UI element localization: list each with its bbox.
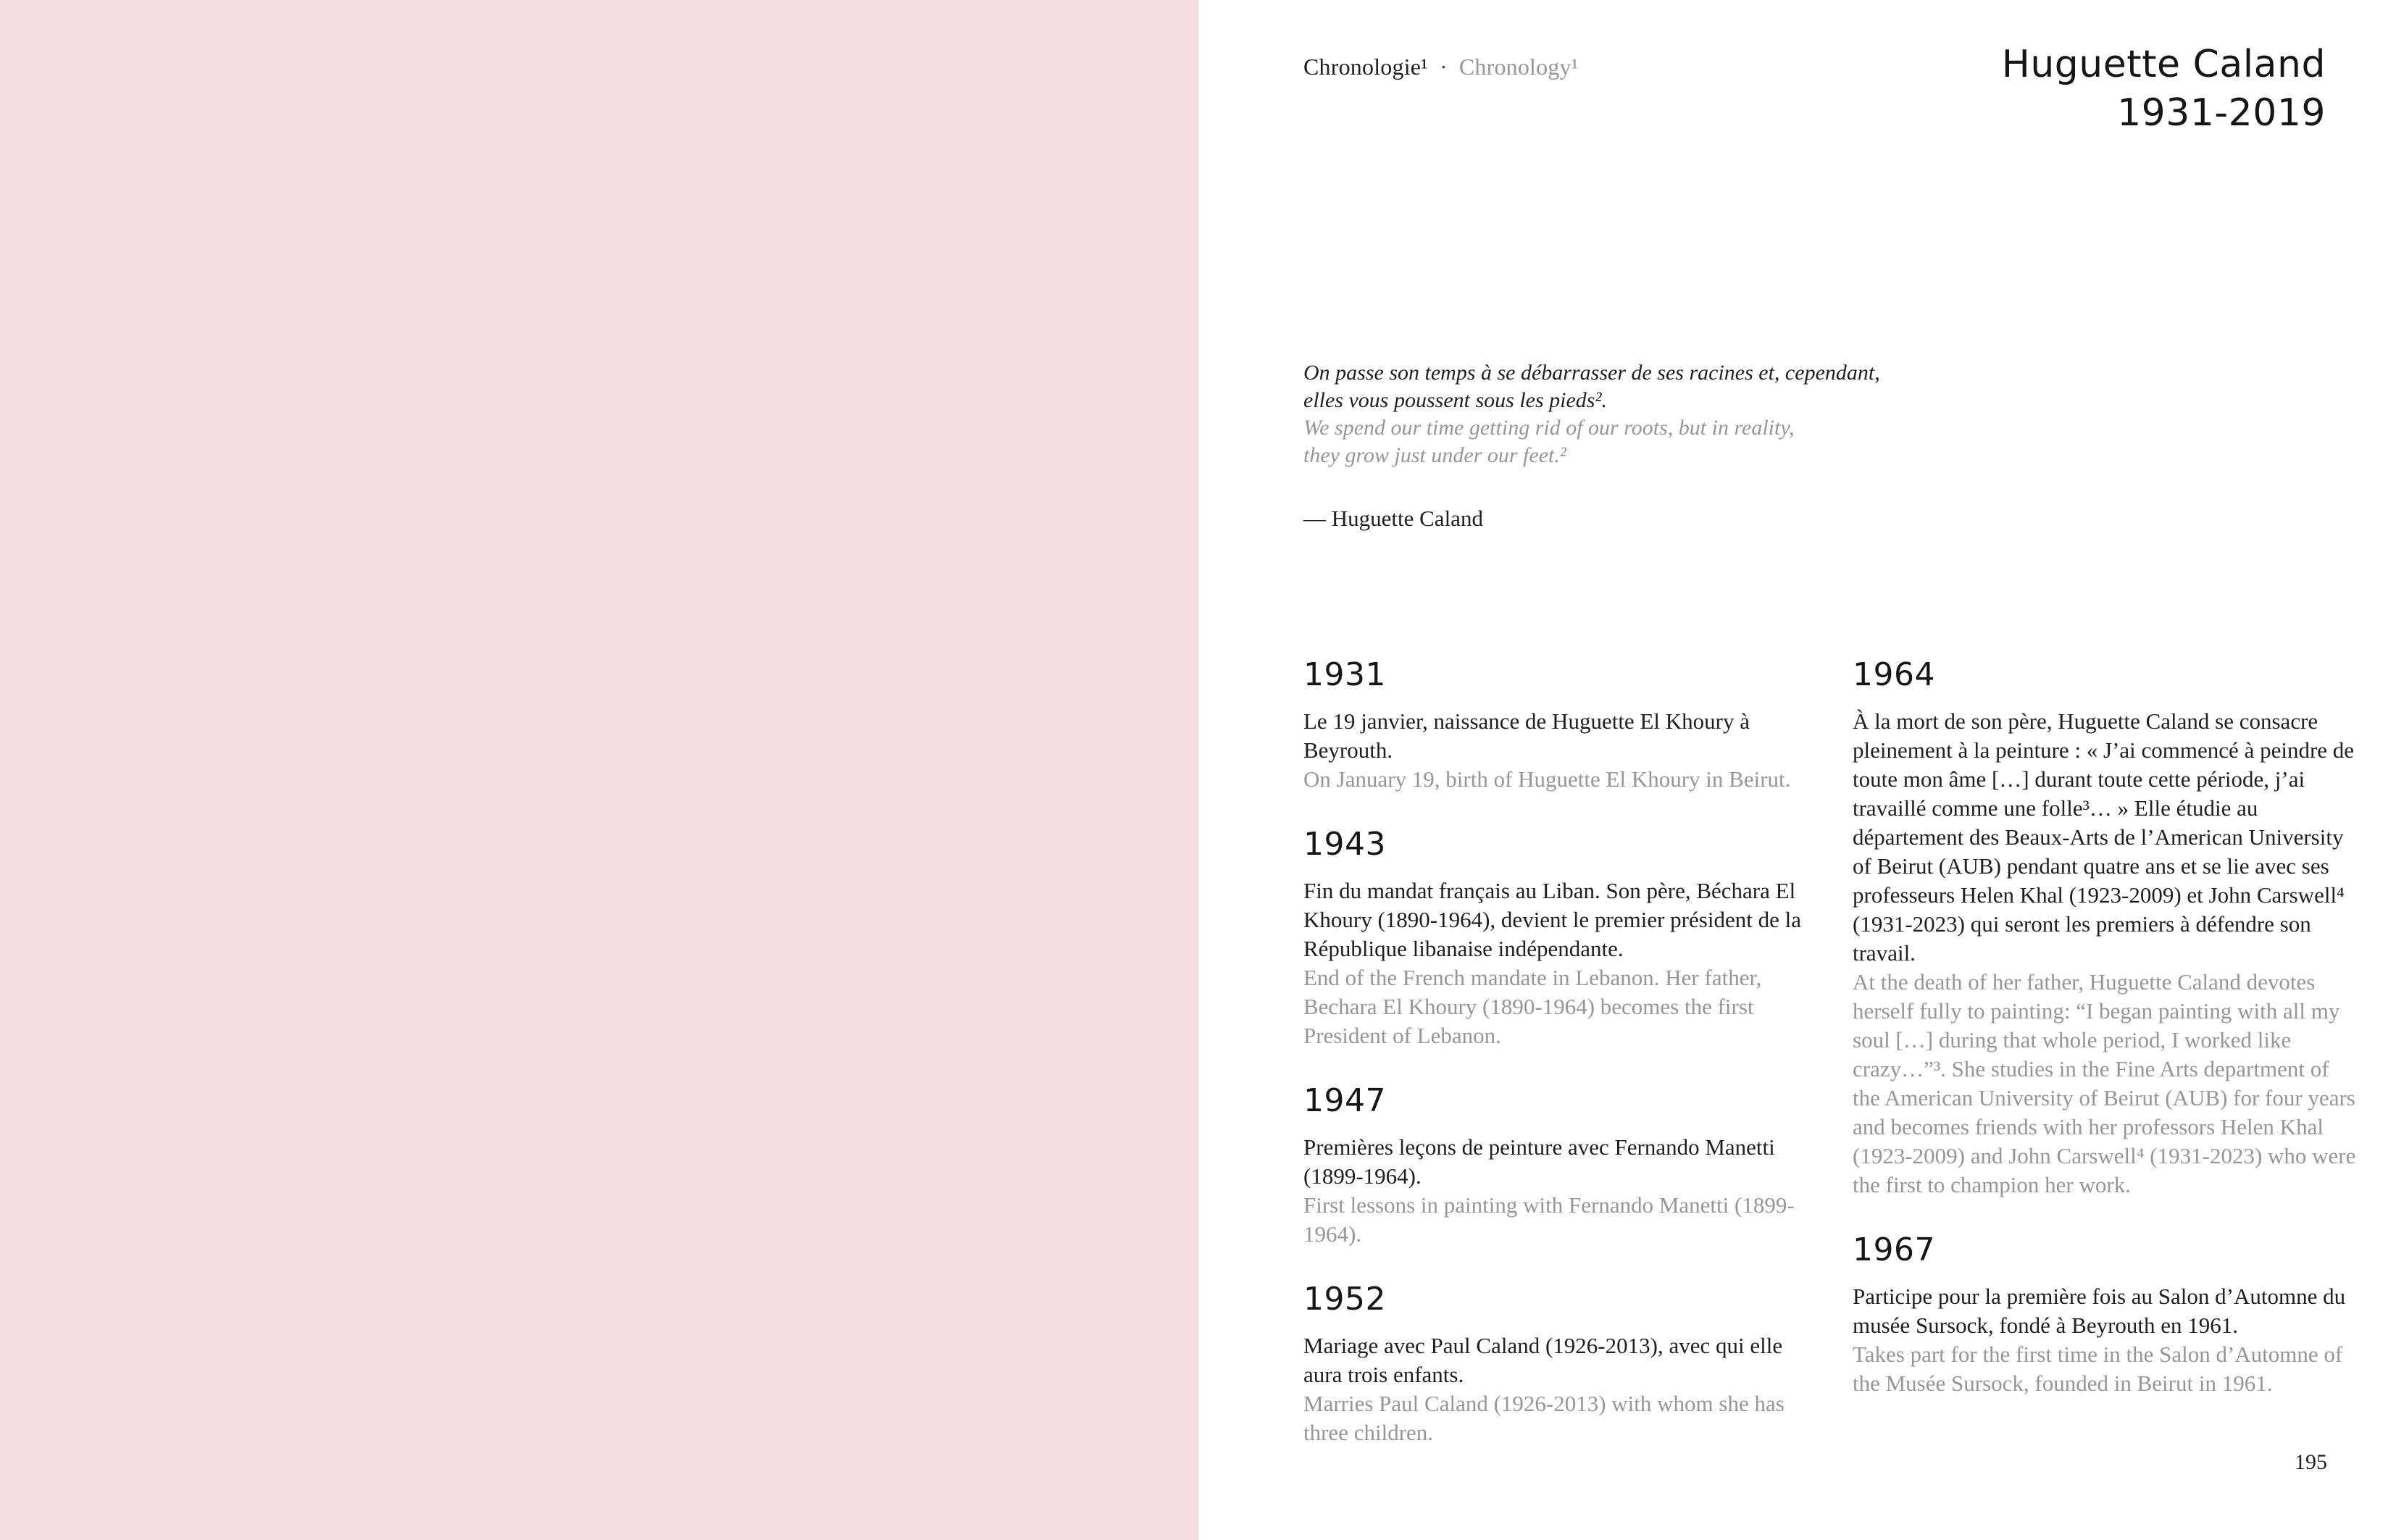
entry-year: 1931 — [1303, 656, 1386, 693]
entry-text-fr: Participe pour la première fois au Salon d’Automne du musée Sursock, fondé à Beyrouth en 1961. — [1853, 1284, 2346, 1338]
right-page — [1198, 0, 2396, 1540]
entry-text-fr: À la mort de son père, Huguette Caland se consacre pleinement à la peinture : « J’ai commencé à peindre de toute mon âme […] durant toute cette période, j’ai travaillé comme une folle³… » Elle étudie au département des Beaux-Arts de l’American University of Beirut (AUB) pendant quatre ans et se lie avec ses professeurs Helen Khal (1923-2009) et John Carswell⁴ (1931-2023) qui seront les premiers à défendre son travail. — [1853, 708, 2355, 966]
header-label-en: Chronology¹ — [1458, 54, 1579, 80]
timeline-column-left — [1303, 658, 1812, 1481]
entry-text-en: At the death of her father, Huguette Caland devotes herself fully to painting: “I began painting with all my soul […] during that whole period, I worked like crazy…”³. She studies in the Fine Arts department of the American University of Beirut (AUB) for four years and becomes friends with her professors Helen Khal (1923-2009) and John Carswell⁴ (1931-2023) who were the first to champion her work. — [1853, 969, 2356, 1197]
timeline-entry-1952 — [1303, 1282, 1812, 1447]
timeline-column-right — [1853, 658, 2361, 1481]
entry-text-en: First lessons in painting with Fernando Manetti (1899-1964). — [1303, 1192, 1795, 1247]
entry-text-fr: Mariage avec Paul Caland (1926-2013), avec qui elle aura trois enfants. — [1303, 1333, 1783, 1387]
header-label-fr: Chronologie¹ — [1303, 54, 1428, 80]
timeline-entry-1967 — [1853, 1233, 2361, 1398]
entry-year: 1947 — [1303, 1082, 1386, 1119]
quote-line-en-1: We spend our time getting rid of our roots, but in reality, — [1303, 416, 1795, 440]
timeline-entry-1947 — [1303, 1084, 1812, 1249]
entry-text-fr: Fin du mandat français au Liban. Son père, Béchara El Khoury (1890-1964), devient le premier président de la République libanaise indépendante. — [1303, 878, 1801, 961]
entry-text-en: Takes part for the first time in the Salon d’Automne of the Musée Sursock, founded in Beirut in 1961. — [1853, 1342, 2343, 1396]
entry-text-fr: Le 19 janvier, naissance de Huguette El Khoury à Beyrouth. — [1303, 708, 1750, 763]
page-number: 195 — [2295, 1450, 2327, 1474]
entry-year: 1964 — [1853, 656, 1935, 693]
timeline — [1303, 658, 2361, 1481]
header-separator: · — [1439, 54, 1448, 80]
timeline-entry-1964 — [1853, 658, 2361, 1200]
entry-year: 1952 — [1303, 1281, 1386, 1318]
entry-text-en: End of the French mandate in Lebanon. Her father, Bechara El Khoury (1890-1964) becomes the first President of Lebanon. — [1303, 965, 1762, 1048]
quote-attribution: — Huguette Caland — [1303, 506, 1483, 531]
entry-text-en: Marries Paul Caland (1926-2013) with whom she has three children. — [1303, 1391, 1785, 1445]
page-title — [2002, 41, 2326, 138]
timeline-entry-1931 — [1303, 658, 1812, 794]
title-years: 1931-2019 — [2117, 91, 2326, 135]
entry-year: 1967 — [1853, 1231, 1935, 1268]
page-header — [1303, 54, 1579, 80]
quote-line-en-2: they grow just under our feet.² — [1303, 443, 1566, 467]
entry-year: 1943 — [1303, 826, 1386, 863]
timeline-entry-1943 — [1303, 827, 1812, 1050]
title-name: Huguette Caland — [2001, 43, 2326, 86]
entry-text-en: On January 19, birth of Huguette El Khoury in Beirut. — [1303, 766, 1791, 792]
pull-quote — [1303, 359, 1880, 469]
entry-text-fr: Premières leçons de peinture avec Fernando Manetti (1899-1964). — [1303, 1134, 1775, 1189]
quote-line-fr-2: elles vous poussent sous les pieds². — [1303, 388, 1607, 412]
quote-line-fr-1: On passe son temps à se débarrasser de ses racines et, cependant, — [1303, 361, 1880, 385]
